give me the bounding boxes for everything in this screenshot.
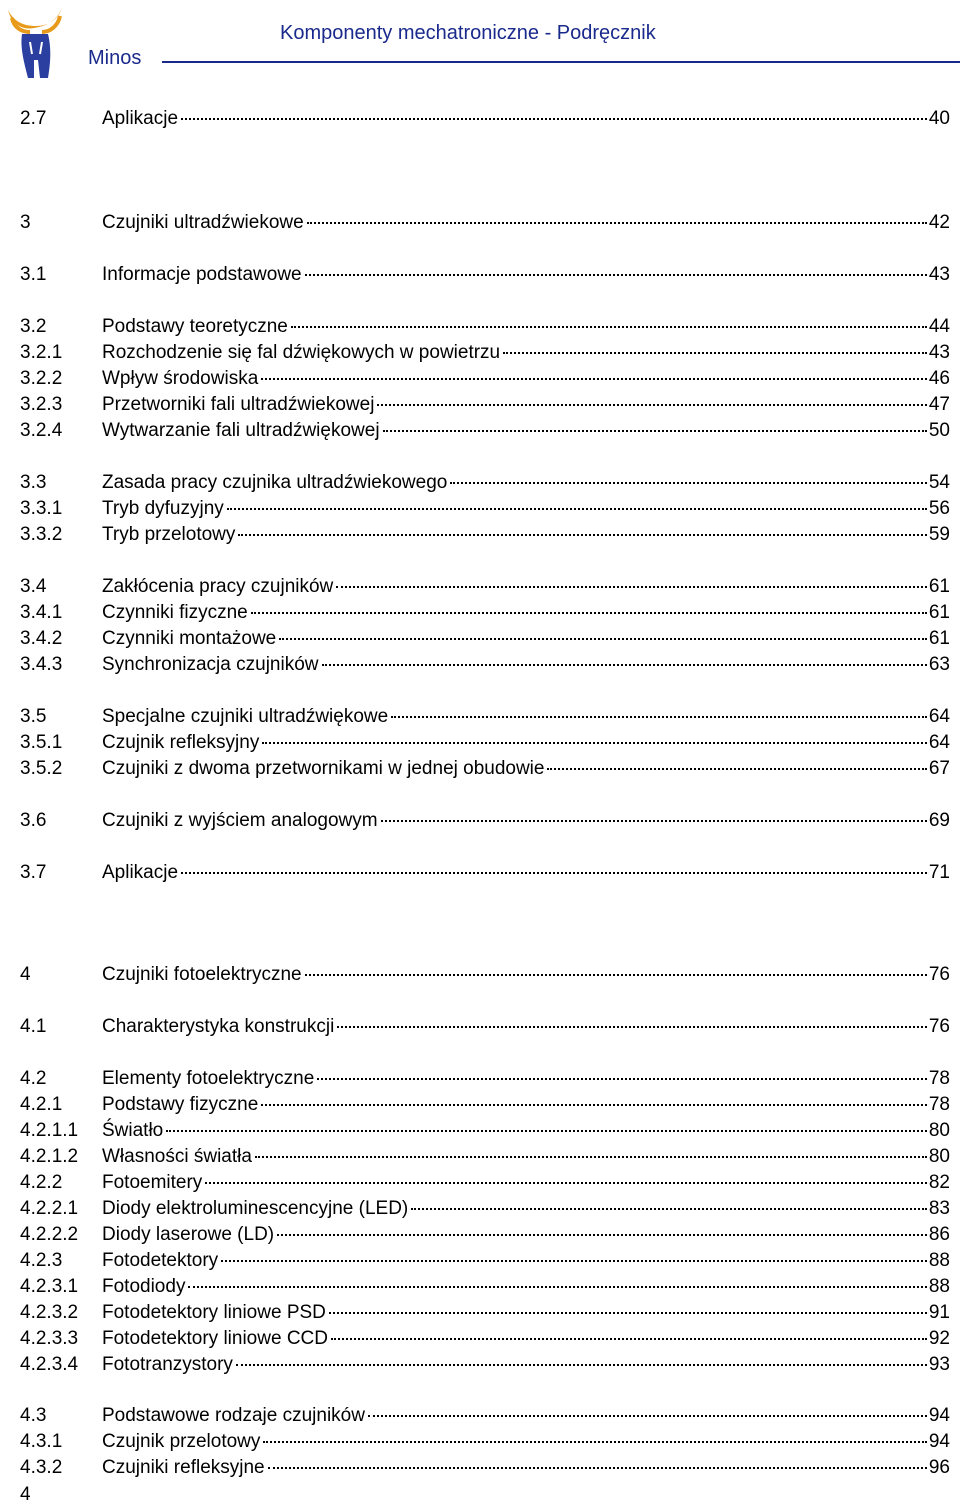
- toc-entry-title: Wytwarzanie fali ultradźwiękowej: [102, 420, 380, 441]
- toc-entry-title: Zasada pracy czujnika ultradźwiekowego: [102, 472, 448, 493]
- toc-entry-page: 64: [928, 706, 950, 727]
- toc-entry-number: 2.7: [20, 108, 47, 129]
- toc-dot-leader: [503, 352, 927, 354]
- toc-entry-number: 4.2.3.1: [20, 1276, 79, 1297]
- toc-entry-page: 50: [928, 420, 950, 441]
- toc-entry-page: 61: [928, 602, 950, 623]
- toc-entry-title: Światło: [102, 1120, 164, 1141]
- toc-entry[interactable]: [20, 472, 950, 494]
- toc-entry-page: 44: [928, 316, 950, 337]
- toc-entry[interactable]: [20, 108, 950, 130]
- page-number: 4: [20, 1484, 31, 1505]
- toc-entry-title: Synchronizacja czujników: [102, 654, 319, 675]
- toc-dot-leader: [251, 612, 927, 614]
- toc-entry-title: Czujniki fotoelektryczne: [102, 964, 302, 985]
- toc-entry-page: 92: [928, 1328, 950, 1349]
- toc-entry-page: 43: [928, 264, 950, 285]
- toc-entry-number: 3.2: [20, 316, 47, 337]
- toc-entry-title: Wpływ środowiska: [102, 368, 259, 389]
- toc-entry[interactable]: [20, 602, 950, 624]
- toc-entry[interactable]: [20, 420, 950, 442]
- toc-entry[interactable]: [20, 732, 950, 754]
- toc-entry-page: 54: [928, 472, 950, 493]
- toc-entry-number: 3.2.1: [20, 342, 63, 363]
- toc-entry-page: 43: [928, 342, 950, 363]
- toc-entry-number: 4.2: [20, 1068, 47, 1089]
- toc-entry-number: 3.2.3: [20, 394, 63, 415]
- toc-entry[interactable]: [20, 1250, 950, 1272]
- toc-entry-number: 4.2.2: [20, 1172, 63, 1193]
- toc-entry[interactable]: [20, 1068, 950, 1090]
- toc-dot-leader: [411, 1208, 927, 1210]
- toc-entry[interactable]: [20, 368, 950, 390]
- toc-entry-page: 88: [928, 1250, 950, 1271]
- toc-entry-title: Specjalne czujniki ultradźwiękowe: [102, 706, 389, 727]
- document-title: Komponenty mechatroniczne - Podręcznik: [280, 22, 656, 44]
- toc-entry-number: 4.3: [20, 1405, 47, 1426]
- toc-entry[interactable]: [20, 342, 950, 364]
- toc-entry[interactable]: [20, 810, 950, 832]
- toc-entry-page: 88: [928, 1276, 950, 1297]
- toc-dot-leader: [261, 1104, 927, 1106]
- toc-entry-title: Informacje podstawowe: [102, 264, 302, 285]
- toc-entry-title: Podstawowe rodzaje czujników: [102, 1405, 365, 1426]
- toc-entry-number: 4.2.2.1: [20, 1198, 79, 1219]
- toc-entry-number: 4.2.3.4: [20, 1354, 79, 1375]
- toc-entry-number: 3.3.1: [20, 498, 63, 519]
- toc-entry-number: 3.2.2: [20, 368, 63, 389]
- toc-entry-number: 3.4.3: [20, 654, 63, 675]
- toc-entry[interactable]: [20, 628, 950, 650]
- toc-entry-title: Fotodetektory: [102, 1250, 219, 1271]
- toc-dot-leader: [331, 1338, 927, 1340]
- toc-entry-page: 61: [928, 576, 950, 597]
- toc-entry-number: 3.4.1: [20, 602, 63, 623]
- toc-dot-leader: [268, 1467, 927, 1469]
- toc-entry-page: 64: [928, 732, 950, 753]
- toc-entry-page: 61: [928, 628, 950, 649]
- toc-entry[interactable]: [20, 1198, 950, 1220]
- toc-entry[interactable]: [20, 964, 950, 986]
- toc-dot-leader: [221, 1260, 927, 1262]
- toc-entry-number: 3.3.2: [20, 524, 63, 545]
- toc-entry-title: Czujniki z wyjściem analogowym: [102, 810, 378, 831]
- toc-entry-page: 91: [928, 1302, 950, 1323]
- toc-entry-page: 83: [928, 1198, 950, 1219]
- toc-entry-number: 4.2.1: [20, 1094, 63, 1115]
- toc-dot-leader: [263, 1441, 926, 1443]
- toc-entry-page: 59: [928, 524, 950, 545]
- toc-dot-leader: [188, 1286, 926, 1288]
- toc-entry-number: 4.2.3: [20, 1250, 63, 1271]
- toc-entry-number: 3: [20, 212, 31, 233]
- toc-dot-leader: [317, 1078, 927, 1080]
- toc-entry-title: Diody laserowe (LD): [102, 1224, 275, 1245]
- toc-entry-number: 3.7: [20, 862, 47, 883]
- toc-entry-number: 3.1: [20, 264, 47, 285]
- toc-entry-page: 40: [928, 108, 950, 129]
- toc-entry[interactable]: [20, 316, 950, 338]
- toc-entry-title: Przetworniki fali ultradźwiekowej: [102, 394, 375, 415]
- toc-entry-page: 82: [928, 1172, 950, 1193]
- toc-entry-number: 4.3.1: [20, 1431, 63, 1452]
- toc-entry-title: Elementy fotoelektryczne: [102, 1068, 315, 1089]
- toc-entry-page: 67: [928, 758, 950, 779]
- toc-entry[interactable]: [20, 1172, 950, 1194]
- toc-entry[interactable]: [20, 212, 950, 234]
- toc-entry[interactable]: [20, 498, 950, 520]
- toc-entry-page: 42: [928, 212, 950, 233]
- toc-entry-number: 4.2.3.3: [20, 1328, 79, 1349]
- toc-entry-page: 96: [928, 1457, 950, 1478]
- toc-dot-leader: [166, 1130, 927, 1132]
- toc-entry-number: 4.3.2: [20, 1457, 63, 1478]
- toc-dot-leader: [322, 664, 927, 666]
- toc-entry-page: 63: [928, 654, 950, 675]
- toc-entry-title: Czynniki fizyczne: [102, 602, 248, 623]
- toc-entry[interactable]: [20, 1405, 950, 1427]
- toc-entry[interactable]: [20, 1354, 950, 1376]
- toc-entry-page: 47: [928, 394, 950, 415]
- toc-entry-number: 3.4.2: [20, 628, 63, 649]
- toc-entry[interactable]: [20, 1302, 950, 1324]
- toc-entry-page: 86: [928, 1224, 950, 1245]
- toc-entry-title: Fotoemitery: [102, 1172, 203, 1193]
- toc-entry-title: Własności światła: [102, 1146, 252, 1167]
- brand-name: Minos: [88, 47, 142, 69]
- toc-entry-page: 69: [928, 810, 950, 831]
- toc-dot-leader: [450, 482, 927, 484]
- toc-dot-leader: [261, 378, 927, 380]
- toc-entry-title: Czujniki ultradźwiekowe: [102, 212, 304, 233]
- toc-entry-title: Fotodetektory liniowe PSD: [102, 1302, 326, 1323]
- toc-entry-title: Charakterystyka konstrukcji: [102, 1016, 335, 1037]
- toc-entry-page: 78: [928, 1068, 950, 1089]
- toc-dot-leader: [307, 222, 927, 224]
- toc-entry-page: 78: [928, 1094, 950, 1115]
- toc-dot-leader: [383, 430, 927, 432]
- toc-entry-title: Tryb dyfuzyjny: [102, 498, 224, 519]
- toc-entry-page: 94: [928, 1405, 950, 1426]
- toc-entry[interactable]: [20, 758, 950, 780]
- toc-entry-title: Diody elektroluminescencyjne (LED): [102, 1198, 409, 1219]
- toc-dot-leader: [279, 638, 927, 640]
- toc-entry-number: 3.2.4: [20, 420, 63, 441]
- toc-entry-number: 4: [20, 964, 31, 985]
- toc-entry-page: 80: [928, 1146, 950, 1167]
- toc-dot-leader: [305, 974, 927, 976]
- toc-entry[interactable]: [20, 1431, 950, 1453]
- toc-dot-leader: [377, 404, 926, 406]
- toc-entry-title: Aplikacje: [102, 862, 179, 883]
- toc-entry-page: 93: [928, 1354, 950, 1375]
- toc-entry[interactable]: [20, 1224, 950, 1246]
- toc-dot-leader: [381, 820, 927, 822]
- toc-entry-number: 3.5.1: [20, 732, 63, 753]
- toc-entry-number: 4.2.1.2: [20, 1146, 79, 1167]
- toc-entry-number: 4.1: [20, 1016, 47, 1037]
- toc-entry-title: Fototranzystory: [102, 1354, 233, 1375]
- toc-dot-leader: [305, 274, 927, 276]
- toc-entry[interactable]: [20, 654, 950, 676]
- toc-dot-leader: [547, 768, 926, 770]
- toc-entry-number: 4.2.2.2: [20, 1224, 79, 1245]
- toc-entry-title: Czynniki montażowe: [102, 628, 277, 649]
- toc-dot-leader: [181, 118, 927, 120]
- toc-entry-title: Czujniki refleksyjne: [102, 1457, 265, 1478]
- toc-dot-leader: [255, 1156, 927, 1158]
- toc-entry-title: Rozchodzenie się fal dźwiękowych w powietrzu: [102, 342, 501, 363]
- toc-entry-number: 4.2.1.1: [20, 1120, 79, 1141]
- toc-entry-title: Czujnik refleksyjny: [102, 732, 260, 753]
- toc-entry-title: Aplikacje: [102, 108, 179, 129]
- toc-entry-title: Tryb przelotowy: [102, 524, 236, 545]
- toc-entry-title: Fotodetektory liniowe CCD: [102, 1328, 328, 1349]
- toc-entry-number: 3.5: [20, 706, 47, 727]
- toc-dot-leader: [277, 1234, 927, 1236]
- toc-dot-leader: [329, 1312, 927, 1314]
- toc-dot-leader: [291, 326, 927, 328]
- minos-logo: [4, 4, 68, 82]
- toc-entry[interactable]: [20, 1328, 950, 1350]
- toc-dot-leader: [337, 1026, 927, 1028]
- toc-entry-title: Czujniki z dwoma przetwornikami w jednej obudowie: [102, 758, 545, 779]
- toc-entry-page: 76: [928, 1016, 950, 1037]
- toc-entry-page: 71: [928, 862, 950, 883]
- toc-entry[interactable]: [20, 394, 950, 416]
- toc-entry-page: 76: [928, 964, 950, 985]
- toc-dot-leader: [181, 872, 927, 874]
- toc-dot-leader: [205, 1182, 927, 1184]
- toc-entry-page: 46: [928, 368, 950, 389]
- toc-entry-title: Podstawy fizyczne: [102, 1094, 259, 1115]
- toc-entry-page: 94: [928, 1431, 950, 1452]
- toc-entry-title: Czujnik przelotowy: [102, 1431, 261, 1452]
- toc-entry[interactable]: [20, 1276, 950, 1298]
- toc-entry[interactable]: [20, 576, 950, 598]
- toc-dot-leader: [262, 742, 927, 744]
- toc-entry-title: Zakłócenia pracy czujników: [102, 576, 334, 597]
- toc-entry-title: Podstawy teoretyczne: [102, 316, 288, 337]
- toc-dot-leader: [368, 1415, 927, 1417]
- toc-entry-number: 3.5.2: [20, 758, 63, 779]
- toc-entry-number: 3.6: [20, 810, 47, 831]
- toc-entry[interactable]: [20, 1016, 950, 1038]
- toc-entry[interactable]: [20, 706, 950, 728]
- toc-entry-page: 80: [928, 1120, 950, 1141]
- toc-entry[interactable]: [20, 1457, 950, 1479]
- toc-entry-page: 56: [928, 498, 950, 519]
- toc-dot-leader: [227, 508, 927, 510]
- toc-dot-leader: [336, 586, 927, 588]
- toc-entry-number: 3.3: [20, 472, 47, 493]
- toc-entry-number: 4.2.3.2: [20, 1302, 79, 1323]
- toc-dot-leader: [238, 534, 926, 536]
- toc-entry-title: Fotodiody: [102, 1276, 186, 1297]
- toc-dot-leader: [391, 716, 927, 718]
- toc-entry[interactable]: [20, 1146, 950, 1168]
- toc-entry[interactable]: [20, 264, 950, 286]
- toc-entry-number: 3.4: [20, 576, 47, 597]
- toc-entry[interactable]: [20, 862, 950, 884]
- toc-dot-leader: [236, 1364, 927, 1366]
- header-rule: [162, 61, 960, 63]
- toc-entry[interactable]: [20, 1094, 950, 1116]
- toc-entry[interactable]: [20, 1120, 950, 1142]
- toc-entry[interactable]: [20, 524, 950, 546]
